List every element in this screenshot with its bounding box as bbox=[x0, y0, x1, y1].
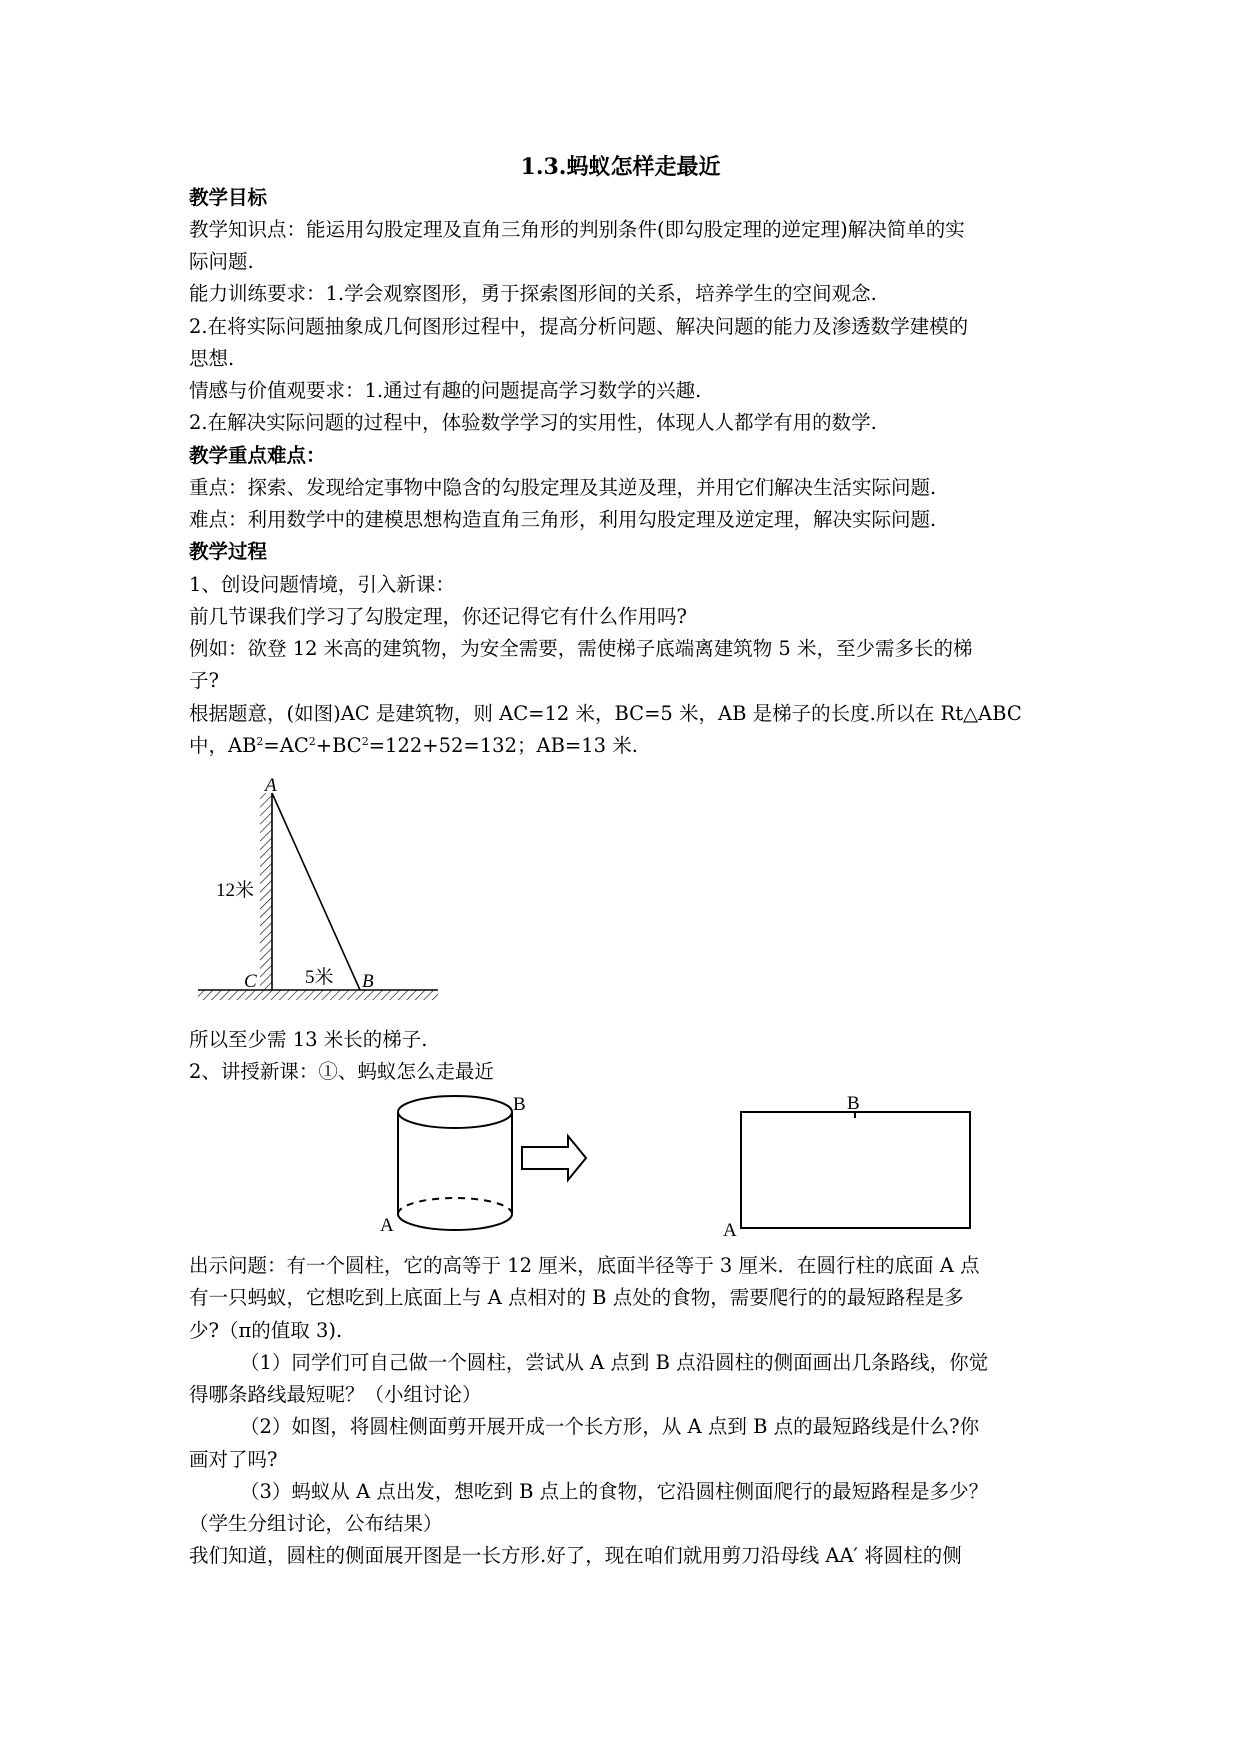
goals-heading: 教学目标 bbox=[189, 186, 268, 209]
question-3-line-2: （学生分组讨论，公布结果） bbox=[189, 1512, 443, 1535]
label-12: 12米 bbox=[216, 880, 255, 901]
rect-label-a: A bbox=[723, 1220, 737, 1237]
goal-knowledge-line-1: 教学知识点：能运用勾股定理及直角三角形的判别条件(即勾股定理的逆定理)解决简单的实 bbox=[189, 218, 965, 241]
key-heading: 教学重点难点： bbox=[189, 444, 326, 467]
goal-emotion-line-1: 情感与价值观要求：1.通过有趣的问题提高学习数学的兴趣. bbox=[189, 379, 702, 402]
problem-line-3: 少?（π的值取 3). bbox=[189, 1319, 343, 1342]
problem-line-2: 有一只蚂蚁，它想吃到上底面上与 A 点相对的 B 点处的食物，需要爬行的的最短路程是多 bbox=[189, 1286, 964, 1309]
document-title: 1.3.蚂蚁怎样走最近 bbox=[520, 154, 721, 180]
label-a: A bbox=[265, 775, 277, 796]
step1-question: 前几节课我们学习了勾股定理，你还记得它有什么作用吗? bbox=[189, 605, 687, 628]
cylinder-label-b: B bbox=[513, 1094, 526, 1115]
solution-line-1: 根据题意，(如图)AC 是建筑物，则 AC=12 米，BC=5 米，AB 是梯子的长度.所以在 Rt△ABC bbox=[189, 702, 1022, 725]
goal-ability-line-3: 思想. bbox=[189, 347, 235, 370]
example-line-2: 子? bbox=[189, 669, 219, 692]
conclusion: 所以至少需 13 米长的梯子. bbox=[189, 1028, 428, 1051]
wall-hatch bbox=[260, 793, 272, 990]
cylinder-top bbox=[398, 1096, 512, 1128]
question-3-line-1: （3）蚂蚁从 A 点出发，想吃到 B 点上的食物，它沿圆柱侧面爬行的最短路程是多少？ bbox=[240, 1480, 989, 1503]
problem-line-1: 出示问题：有一个圆柱，它的高等于 12 厘米，底面半径等于 3 厘米．在圆行柱的底面 A 点 bbox=[189, 1254, 980, 1277]
cylinder-figure bbox=[370, 1085, 990, 1237]
last-line: 我们知道，圆柱的侧面展开图是一长方形.好了，现在咱们就用剪刀沿母线 AA′ 将圆柱的侧 bbox=[189, 1544, 962, 1567]
step2-heading: 2、讲授新课：①、蚂蚁怎么走最近 bbox=[189, 1060, 494, 1083]
process-heading: 教学过程 bbox=[189, 540, 268, 563]
solution-line-2: 中，$AB^2=AC^2+BC^2=122+52=132$；AB=13 米. bbox=[189, 734, 638, 757]
cylinder-bottom-front bbox=[398, 1214, 512, 1230]
cylinder-label-a: A bbox=[380, 1215, 394, 1236]
arrow-icon bbox=[522, 1136, 586, 1180]
unfolded-rectangle bbox=[741, 1112, 970, 1228]
key-point: 重点：探索、发现给定事物中隐含的勾股定理及其逆及理，并用它们解决生活实际问题. bbox=[189, 476, 937, 499]
goal-ability-line-2: 2.在将实际问题抽象成几何图形过程中，提高分析问题、解决问题的能力及渗透数学建模的 bbox=[189, 315, 969, 338]
ladder-figure bbox=[190, 775, 450, 1007]
goal-emotion-line-2: 2.在解决实际问题的过程中，体验数学学习的实用性，体现人人都学有用的数学. bbox=[189, 411, 877, 434]
label-b: B bbox=[362, 971, 374, 992]
question-1-line-1: （1）同学们可自己做一个圆柱，尝试从 A 点到 B 点沿圆柱的侧面画出几条路线，你觉 bbox=[240, 1351, 989, 1374]
cylinder-bottom-back bbox=[398, 1198, 512, 1214]
question-1-line-2: 得哪条路线最短呢？（小组讨论） bbox=[189, 1383, 482, 1406]
goal-ability-line-1: 能力训练要求：1.学会观察图形，勇于探索图形间的关系，培养学生的空间观念. bbox=[189, 282, 877, 305]
question-2-line-2: 画对了吗? bbox=[189, 1448, 278, 1471]
difficult-point: 难点：利用数学中的建模思想构造直角三角形，利用勾股定理及逆定理，解决实际问题. bbox=[189, 508, 937, 531]
step1-heading: 1、创设问题情境，引入新课： bbox=[189, 573, 455, 596]
question-2-line-1: （2）如图，将圆柱侧面剪开展开成一个长方形，从 A 点到 B 点的最短路线是什么?你 bbox=[240, 1415, 980, 1438]
label-c: C bbox=[244, 971, 257, 992]
label-5: 5米 bbox=[305, 967, 334, 988]
rect-label-b: B bbox=[847, 1093, 860, 1114]
ladder-line bbox=[272, 793, 360, 990]
ground-hatch bbox=[198, 990, 438, 1000]
example-line-1: 例如：欲登 12 米高的建筑物，为安全需要，需使梯子底端离建筑物 5 米，至少需多长的梯 bbox=[189, 637, 973, 660]
goal-knowledge-line-2: 际问题. bbox=[189, 250, 254, 273]
